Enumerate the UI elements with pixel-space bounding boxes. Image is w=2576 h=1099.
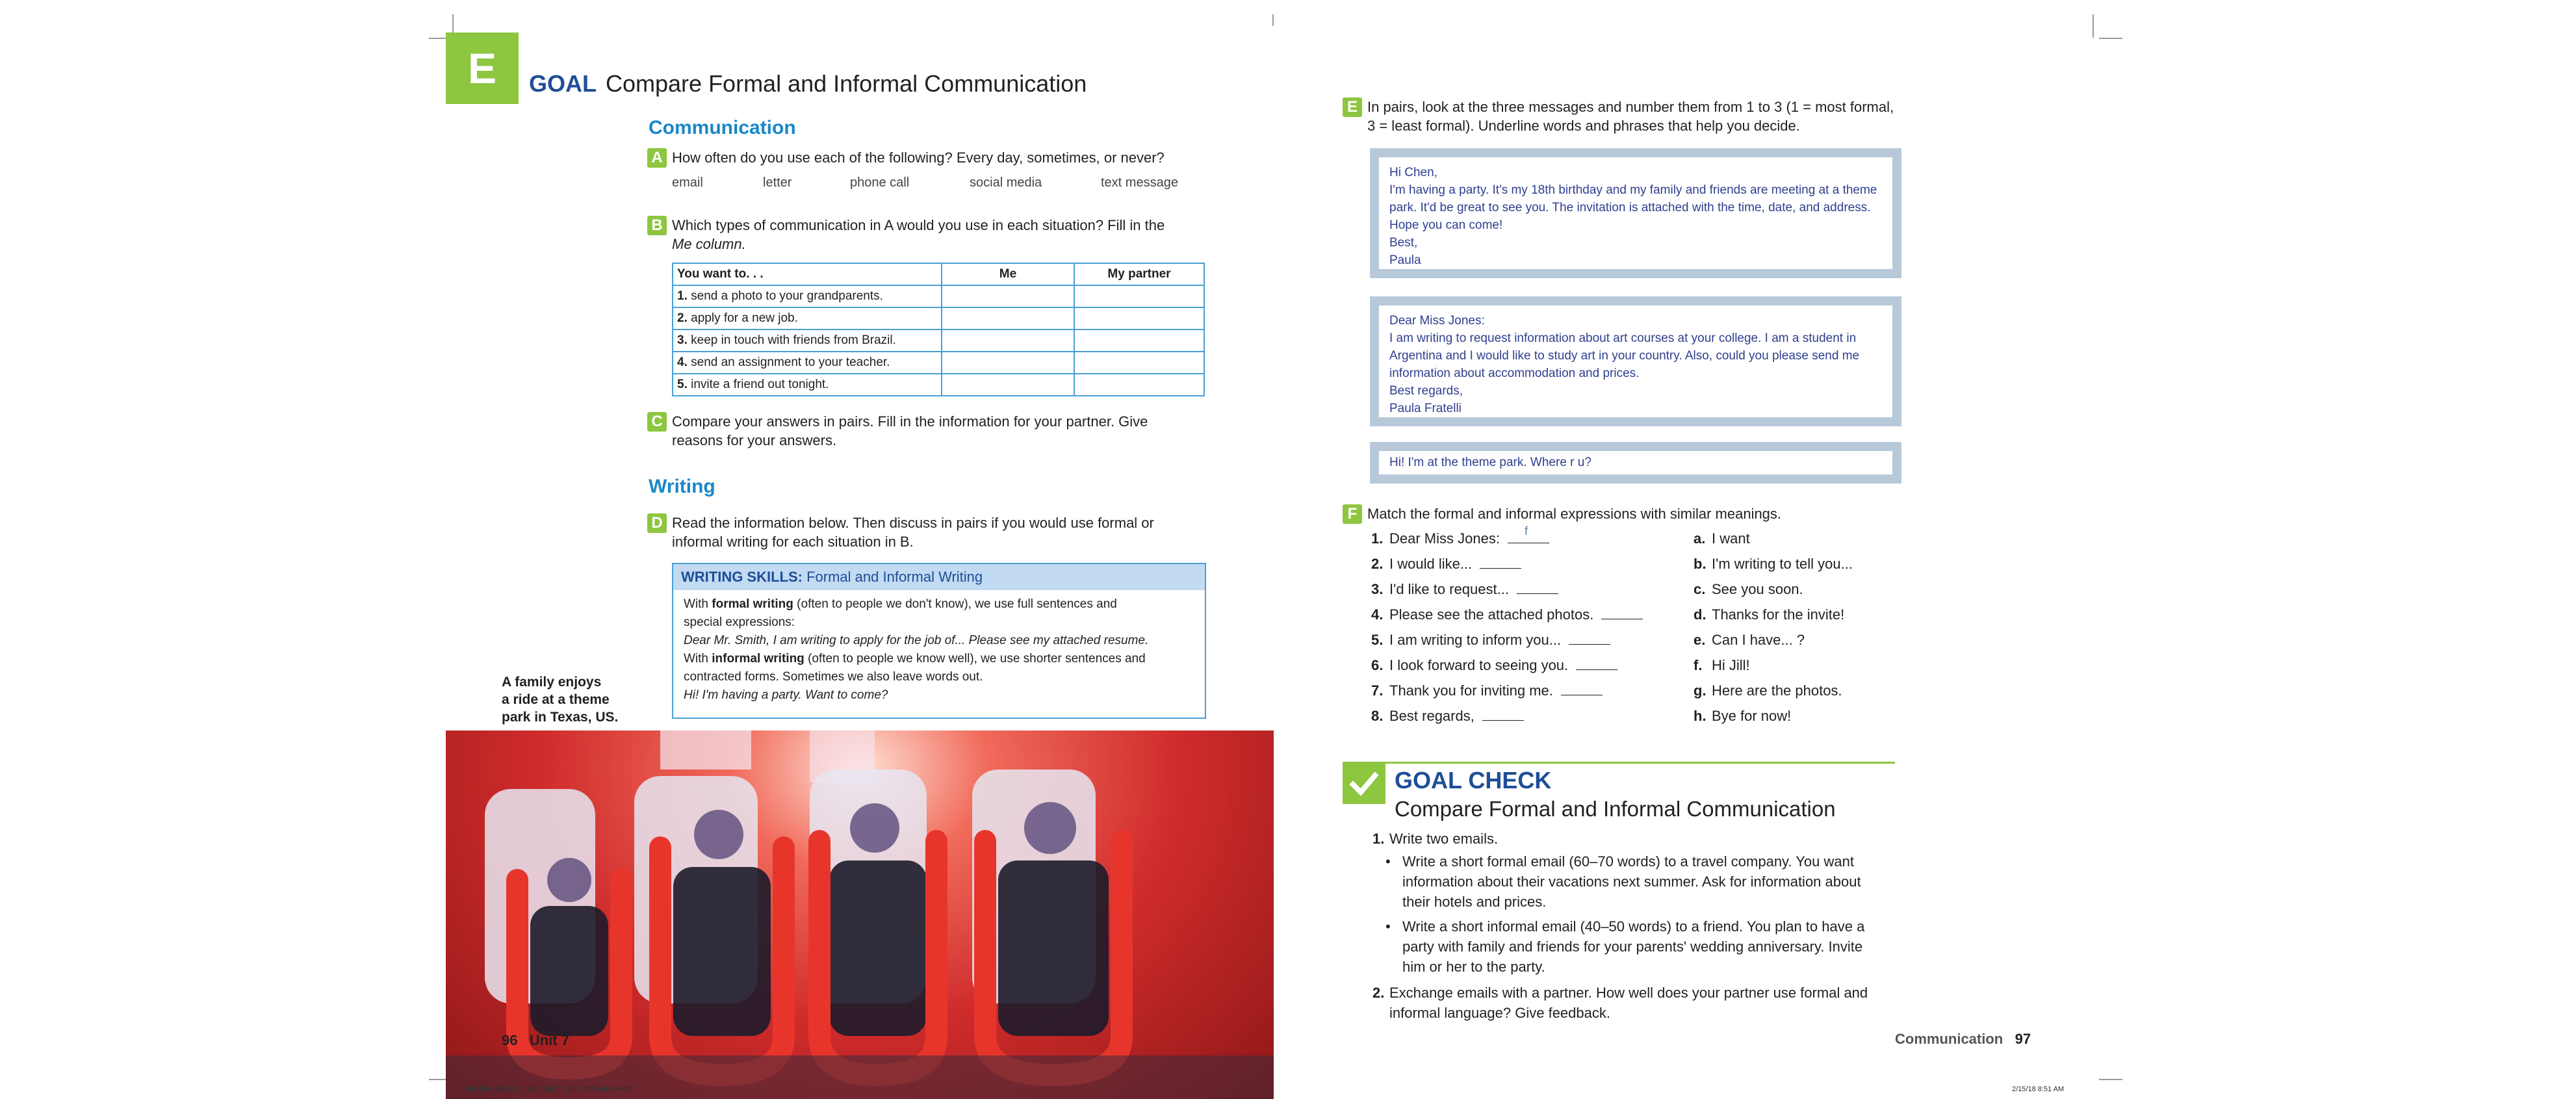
- match-left-item: 8. Best regards,: [1371, 708, 1524, 725]
- writing-skills-box: [672, 563, 1206, 719]
- theme-park-photo: [446, 731, 1274, 1099]
- match-left-item: 2. I would like...: [1371, 556, 1521, 573]
- match-right-item: e. Can I have... ?: [1694, 632, 1805, 648]
- partner-cell[interactable]: [1074, 352, 1204, 374]
- goal-word: GOAL: [529, 70, 597, 97]
- match-right-item: g. Here are the photos.: [1694, 682, 1842, 699]
- row-num: 3.: [677, 333, 688, 347]
- row-text: send an assignment to your teacher.: [691, 356, 890, 369]
- partner-cell[interactable]: [1074, 330, 1204, 352]
- row-text: invite a friend out tonight.: [691, 378, 829, 391]
- answer-blank[interactable]: [1517, 582, 1558, 594]
- comm-item-social-media: social media: [970, 175, 1042, 190]
- message-3-box: [1370, 442, 1901, 484]
- partner-cell[interactable]: [1074, 285, 1204, 307]
- me-cell[interactable]: [942, 330, 1074, 352]
- answer-blank[interactable]: [1480, 556, 1521, 569]
- goal-check-heading: GOAL CHECK: [1395, 767, 1552, 794]
- table-row: [673, 307, 1204, 330]
- slug-line: 086-099_WE3E_1_SB_13677_U07_4PP.indd 96-97: [465, 1085, 633, 1093]
- page-number-96: 96: [502, 1032, 518, 1048]
- row-num: 4.: [677, 356, 688, 369]
- caption-line2: a ride at a theme: [502, 692, 610, 707]
- message-line: I'm having a party. It's my 18th birthday and my family and friends are meeting at a theme: [1389, 183, 1877, 197]
- comm-item-email: email: [672, 175, 703, 190]
- writing-skills-title: [673, 564, 1205, 590]
- skills-title-rest: Formal and Informal Writing: [806, 569, 983, 585]
- ride-illustration: [446, 731, 1274, 1099]
- exercise-b-line2: Me column.: [672, 236, 746, 252]
- exercise-e-line1: In pairs, look at the three messages and number them from 1 to 3 (1 = most formal,: [1367, 99, 1894, 115]
- me-cell[interactable]: [942, 285, 1074, 307]
- slug-time: 2/15/18 8:51 AM: [2012, 1085, 2065, 1093]
- exercise-c-line2: reasons for your answers.: [672, 432, 837, 448]
- goal-check-divider: [1343, 762, 1895, 764]
- answer-blank[interactable]: [1482, 708, 1524, 721]
- communication-heading: Communication: [649, 117, 796, 138]
- message-line: Hi! I'm at the theme park. Where r u?: [1389, 456, 1591, 469]
- table-row: [673, 285, 1204, 307]
- row-text: apply for a new job.: [691, 311, 798, 325]
- match-left-item: 1. Dear Miss Jones: f: [1371, 530, 1549, 547]
- message-line: Best regards,: [1389, 384, 1463, 398]
- situations-table: [672, 263, 1205, 396]
- me-cell[interactable]: [942, 307, 1074, 330]
- message-line: Dear Miss Jones:: [1389, 314, 1485, 328]
- message-line: Paula: [1389, 253, 1421, 267]
- answer-blank[interactable]: [1561, 683, 1603, 695]
- message-line: Argentina and I would like to study art in your country. Also, could you please send me: [1389, 349, 1860, 363]
- table-row: [673, 352, 1204, 374]
- message-line: Best,: [1389, 236, 1418, 250]
- exercise-d-line2: informal writing for each situation in B.: [672, 534, 914, 550]
- informal-line2: contracted forms. Sometimes we also leave words out.: [684, 670, 983, 684]
- table-row: [673, 374, 1204, 396]
- partner-cell[interactable]: [1074, 307, 1204, 330]
- comm-item-phone-call: phone call: [850, 175, 910, 190]
- goal-title: [529, 70, 1087, 97]
- exercise-e-line2: 3 = least formal). Underline words and phrases that help you decide.: [1367, 118, 1800, 134]
- row-num: 5.: [677, 378, 688, 391]
- formal-example: Dear Mr. Smith, I am writing to apply for the job of... Please see my attached resume.: [684, 634, 1149, 647]
- page-number-97: 97: [2015, 1031, 2031, 1047]
- exercise-e-label: E: [1343, 97, 1362, 117]
- lesson-letter: E: [467, 44, 497, 92]
- match-left-item: 4. Please see the attached photos.: [1371, 606, 1643, 623]
- message-1-box: [1370, 148, 1901, 278]
- col-me: Me: [942, 263, 1074, 285]
- me-cell[interactable]: [942, 352, 1074, 374]
- exercise-d-text: [672, 513, 1205, 551]
- page-footer-left: [502, 1032, 569, 1049]
- exercise-c-line1: Compare your answers in pairs. Fill in the information for your partner. Give: [672, 413, 1148, 430]
- row-text: send a photo to your grandparents.: [691, 289, 883, 303]
- goal-title-text: Compare Formal and Informal Communication: [606, 70, 1087, 97]
- row-text: keep in touch with friends from Brazil.: [691, 333, 896, 347]
- match-left-item: 5. I am writing to inform you...: [1371, 632, 1610, 649]
- checkmark-icon: [1343, 764, 1385, 804]
- me-cell[interactable]: [942, 374, 1074, 396]
- goal-check-bullet2: • Write a short informal email (40–50 words) to a friend. You plan to have a party with family and friends for your parents' wedding anniversary. Invite him or her to the party.: [1385, 918, 1865, 975]
- match-right-item: d. Thanks for the invite!: [1694, 606, 1845, 623]
- comm-item-letter: letter: [763, 175, 792, 190]
- comm-item-text-message: text message: [1101, 175, 1178, 190]
- message-line: Hi Chen,: [1389, 166, 1437, 179]
- exercise-b-instruction: [672, 216, 1205, 253]
- exercise-e-text: [1367, 97, 1913, 135]
- goal-check-item1: 1. Write two emails.: [1372, 831, 1499, 847]
- match-right-item: c. See you soon.: [1694, 581, 1803, 597]
- message-line: I am writing to request information about art courses at your college. I am a student in: [1389, 331, 1857, 345]
- row-num: 2.: [677, 311, 688, 325]
- partner-cell[interactable]: [1074, 374, 1204, 396]
- match-right-item: h. Bye for now!: [1694, 708, 1792, 724]
- lesson-letter-badge: [446, 32, 519, 104]
- exercise-b-line1: Which types of communication in A would you use in each situation? Fill in the: [672, 217, 1165, 233]
- caption-line3: park in Texas, US.: [502, 710, 619, 725]
- exercise-f-instruction: Match the formal and informal expressions with similar meanings.: [1367, 506, 1782, 522]
- match-left-item: 7. Thank you for inviting me.: [1371, 682, 1603, 699]
- informal-line1: With informal writing (often to people we know well), we use shorter sentences and: [684, 652, 1146, 666]
- message-line: information about accommodation and prices.: [1389, 367, 1640, 380]
- writing-skills-body: [673, 590, 1205, 710]
- answer-blank[interactable]: [1508, 524, 1549, 543]
- match-right-item: b. I'm writing to tell you...: [1694, 556, 1853, 572]
- skills-title-bold: WRITING SKILLS:: [681, 569, 803, 585]
- footer-section-name: Communication: [1895, 1031, 2003, 1047]
- answer-blank[interactable]: [1569, 632, 1610, 645]
- message-line: Hope you can come!: [1389, 218, 1503, 232]
- answer-blank[interactable]: [1576, 658, 1617, 670]
- message-line: park. It'd be great to see you. The invitation is attached with the time, date, and address.: [1389, 201, 1871, 214]
- formal-line1: With formal writing (often to people we don't know), we use full sentences and: [684, 597, 1117, 611]
- match-left-item: 3. I'd like to request...: [1371, 581, 1558, 598]
- table-header-row: [673, 263, 1204, 285]
- writing-heading: Writing: [649, 476, 715, 497]
- exercise-a-label: A: [647, 148, 667, 168]
- answer-text: f: [1524, 524, 1528, 537]
- exercise-d-line1: Read the information below. Then discuss in pairs if you would use formal or: [672, 515, 1154, 531]
- goal-check-item2: 2. Exchange emails with a partner. How well does your partner use formal and informal language? Give feedback.: [1372, 985, 1868, 1021]
- caption-line1: A family enjoys: [502, 675, 602, 690]
- goal-check-bullet1: • Write a short formal email (60–70 words) to a travel company. You want information about their vacations next summer. Ask for information about their hotels and prices.: [1385, 853, 1861, 910]
- goal-check-subtitle: Compare Formal and Informal Communication: [1395, 797, 1836, 821]
- page-footer-right: [1895, 1031, 2031, 1048]
- informal-example: Hi! I'm having a party. Want to come?: [684, 688, 888, 702]
- message-2-box: [1370, 296, 1901, 426]
- table-row: [673, 330, 1204, 352]
- match-right-item: f. Hi Jill!: [1694, 657, 1750, 673]
- col-you-want-to: You want to. . .: [673, 263, 942, 285]
- exercise-c-text: [672, 412, 1205, 450]
- col-my-partner: My partner: [1074, 263, 1204, 285]
- exercise-d-label: D: [647, 513, 667, 533]
- formal-line2: special expressions:: [684, 615, 795, 629]
- photo-caption: [502, 673, 618, 726]
- exercise-a-instruction: How often do you use each of the following? Every day, sometimes, or never?: [672, 149, 1165, 166]
- match-right-item: a. I want: [1694, 530, 1750, 547]
- unit-label: Unit 7: [529, 1032, 569, 1048]
- match-left-item: 6. I look forward to seeing you.: [1371, 657, 1617, 674]
- answer-blank[interactable]: [1601, 607, 1643, 619]
- exercise-f-label: F: [1343, 504, 1362, 524]
- exercise-c-label: C: [647, 412, 667, 432]
- row-num: 1.: [677, 289, 688, 303]
- exercise-b-label: B: [647, 216, 667, 235]
- checkmark-badge: [1343, 764, 1385, 804]
- message-line: Paula Fratelli: [1389, 402, 1462, 415]
